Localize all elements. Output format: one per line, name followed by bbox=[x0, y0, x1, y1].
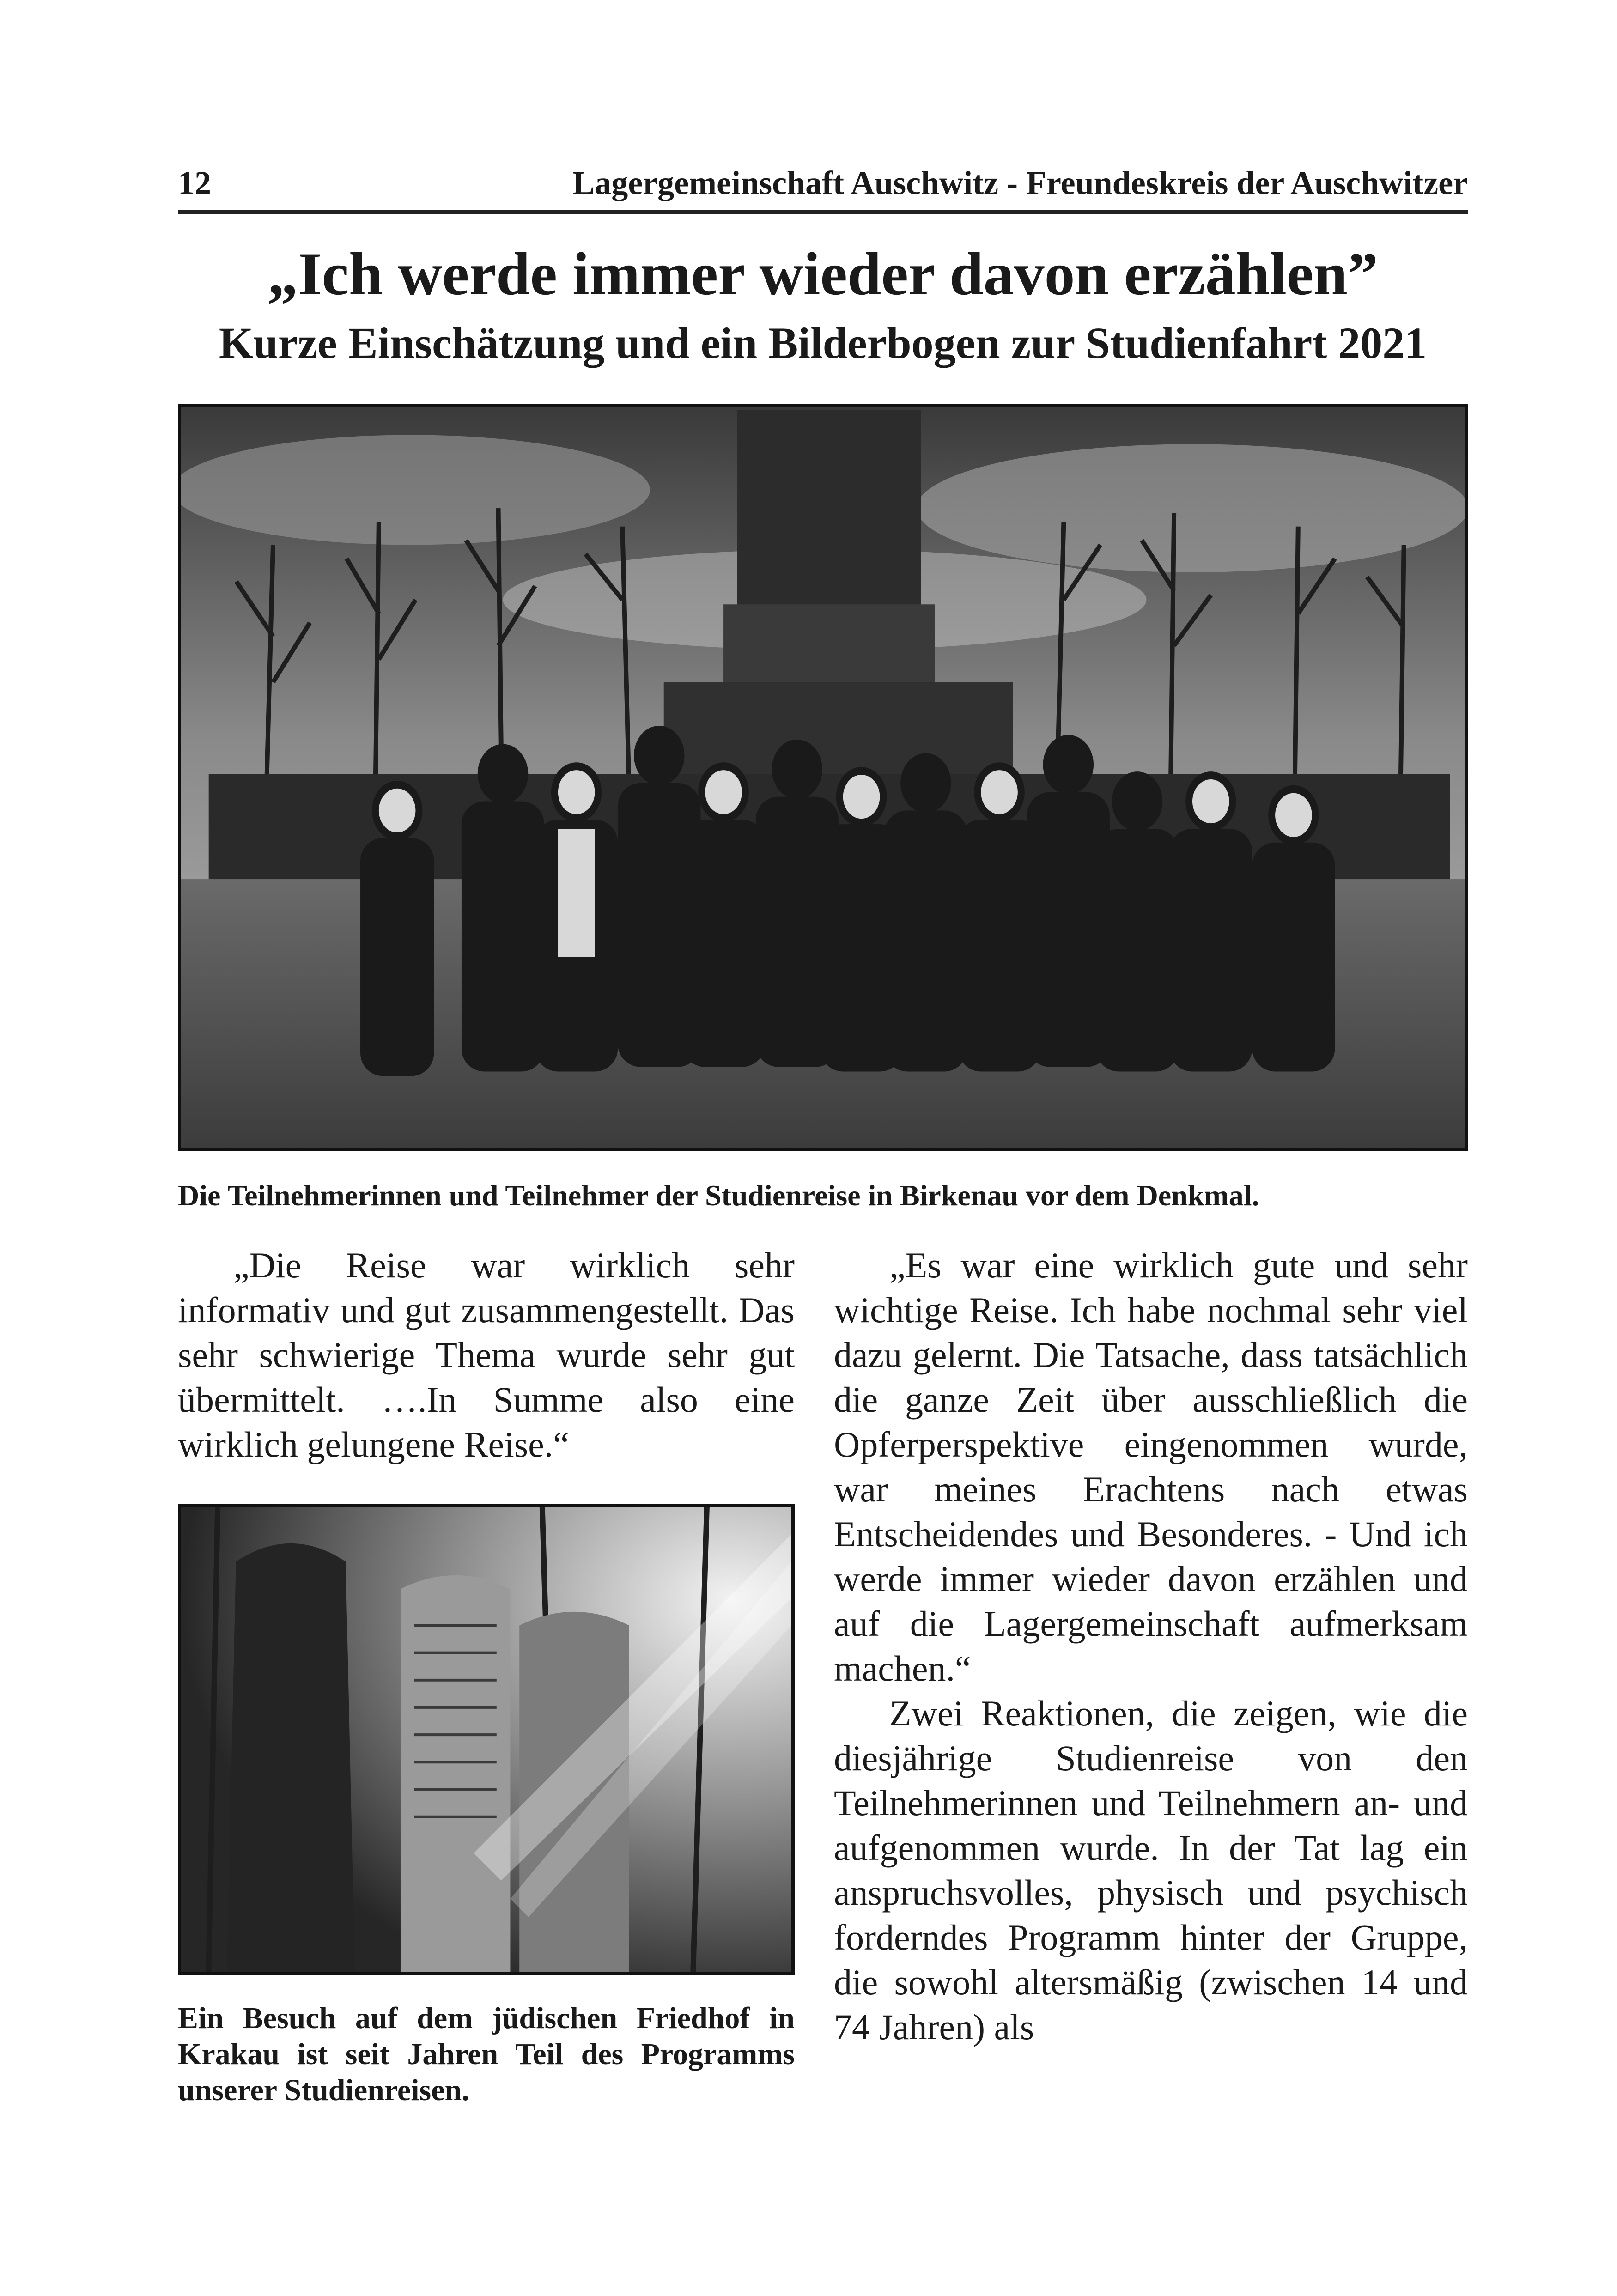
article-subtitle: Kurze Einschätzung und ein Bilderbogen zur Studienfahrt 2021 bbox=[219, 318, 1427, 368]
group-photo-image bbox=[181, 407, 1465, 1148]
cemetery-photo-caption: Ein Besuch auf dem jüdischen Friedhof in Krakau ist seit Jahren Teil des Programms unserer Studienreisen. bbox=[178, 2001, 795, 2107]
left-column bbox=[178, 1243, 795, 1467]
cemetery-photo-image bbox=[181, 1507, 791, 1972]
page-number: 12 bbox=[178, 164, 211, 201]
group-photo-caption: Die Teilnehmerinnen und Teilnehmer der Studienreise in Birkenau vor dem Denkmal. bbox=[178, 1179, 1259, 1212]
article-title: „Ich werde immer wieder davon erzählen” bbox=[267, 240, 1378, 308]
left-quote: „Die Reise war wirklich sehr informativ und gut zusammengestellt. Das sehr schwierige Thema wurde sehr gut übermittelt. ….In Summe also eine wirklich gelungene Reise.“ bbox=[178, 1245, 795, 1464]
right-paragraph: Zwei Reaktionen, die zeigen, wie die diesjährige Studienreise von den Teilnehmerinnen und Teilnehmern an- und aufgenommen wurde. In der Tat lag ein anspruchsvolles, physisch und psychisch forderndes Programm hinter der Gruppe, die sowohl altersmäßig (zwischen 14 und 74 Jahren) als bbox=[834, 1693, 1468, 2047]
right-column bbox=[834, 1243, 1468, 2049]
group-photo bbox=[178, 404, 1468, 1151]
right-quote: „Es war eine wirklich gute und sehr wichtige Reise. Ich habe nochmal sehr viel dazu gelernt. Die Tatsache, dass tatsächlich die ganze Zeit über ausschließlich die Opferperspektive eingenommen wurde, war meines Erachtens nach etwas Entscheidendes und Besonderes. - Und ich werde immer wieder davon erzählen und auf die Lagergemeinschaft aufmerksam machen.“ bbox=[834, 1245, 1468, 1689]
running-title: Lagergemeinschaft Auschwitz - Freundeskreis der Auschwitzer bbox=[572, 164, 1468, 201]
cemetery-photo bbox=[178, 1504, 795, 1975]
page-header bbox=[178, 159, 1468, 214]
